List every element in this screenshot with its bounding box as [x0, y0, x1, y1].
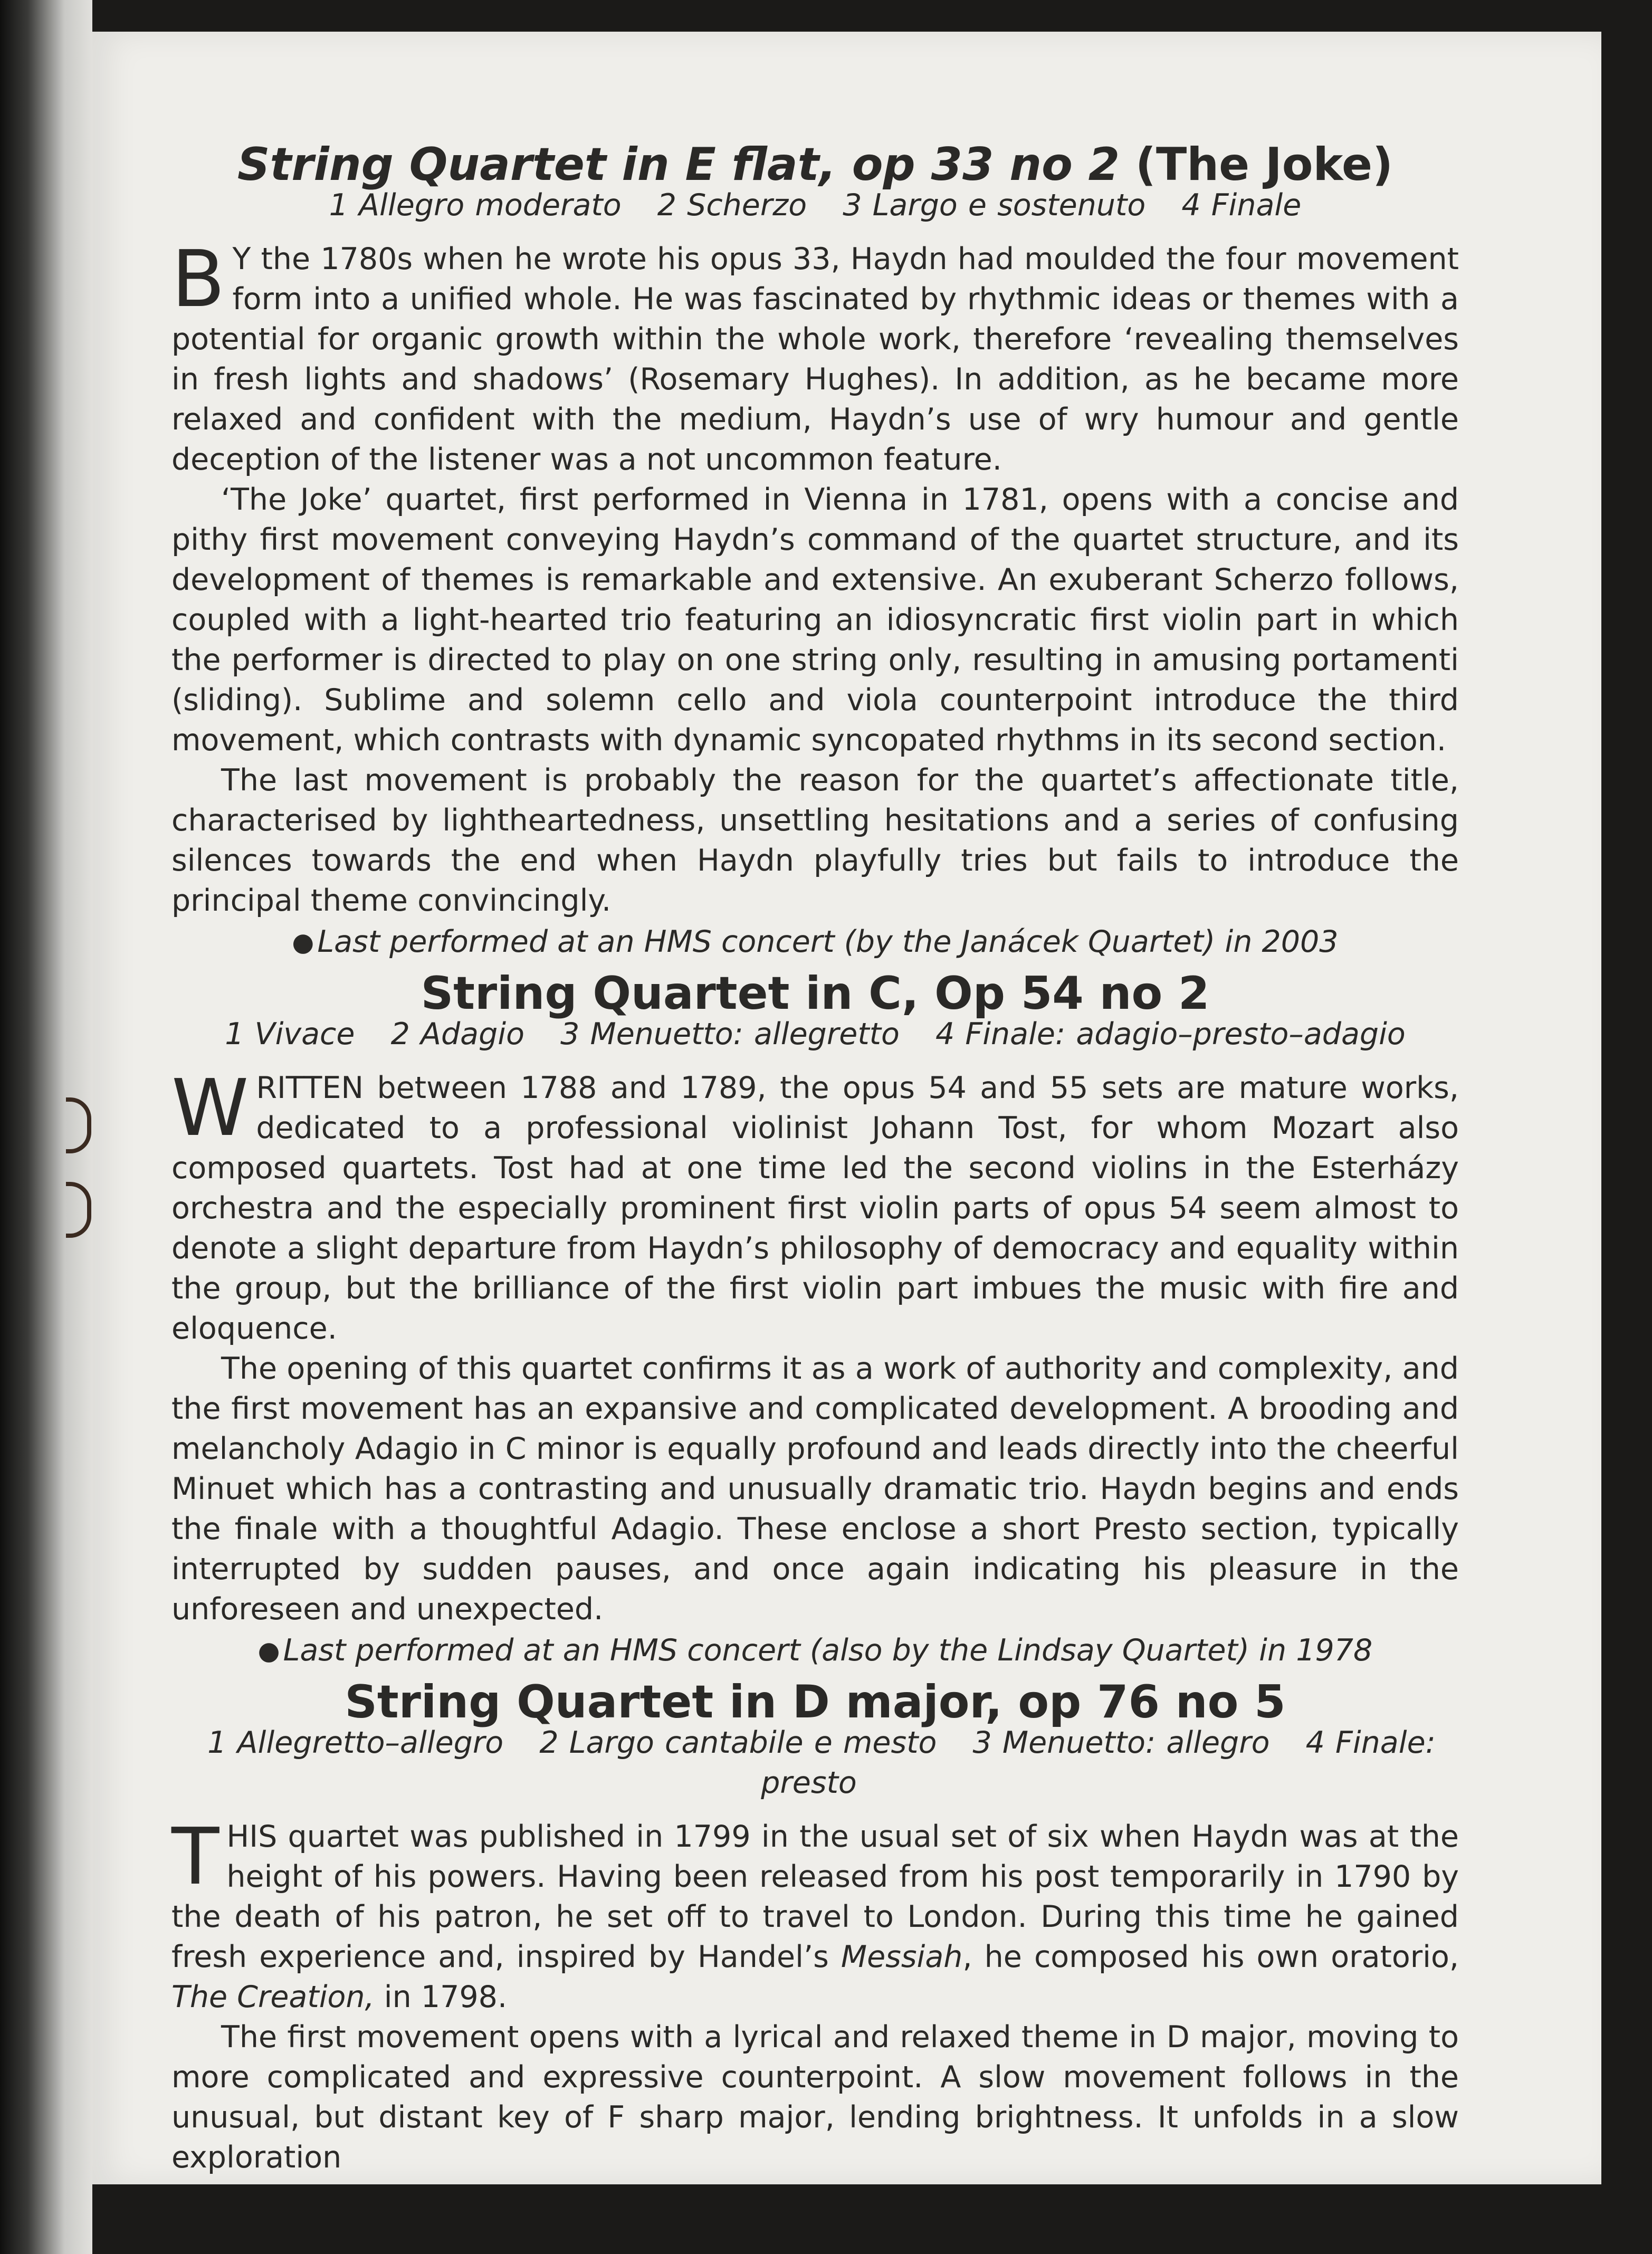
drop-cap: T [171, 1811, 219, 1902]
body-paragraph: The opening of this quartet confirms it as a work of authority and complexity, and the first movement has an expansive and complicated development. A brooding and melancholy Adagio in C minor is equally profound and leads directly into the cheerful Minuet which has a contrasting and unusually dramatic trio. Haydn begins and ends the finale with a thoughtful Adagio. These enclose a short Presto section, typically interrupted by sudden pauses, and once again indicating his pleasure in the unforeseen and unexpected. [171, 1351, 1459, 1627]
movement-list [171, 1014, 1459, 1054]
last-performed-note [171, 1630, 1459, 1671]
title-text: String Quartet in E flat, op 33 no 2 [237, 139, 1120, 191]
movement-item: 4 Finale: adagio–presto–adagio [935, 1017, 1406, 1052]
body-paragraph [171, 234, 1459, 480]
section-op76 [171, 1676, 1459, 2177]
paragraph-text: , he composed his own oratorio, [962, 1940, 1459, 1974]
section-op33 [171, 139, 1459, 962]
movement-list [171, 185, 1459, 225]
movement-item: 1 Allegro moderato [329, 188, 622, 223]
body-paragraph [171, 1811, 1459, 2017]
movement-item: 1 Allegretto–allegro [207, 1725, 504, 1760]
section-title: String Quartet in D major, op 76 no 5 [345, 1676, 1286, 1728]
movement-item: 4 Finale [1181, 188, 1302, 223]
last-performed-text: Last performed at an HMS concert (by the Janácek Quartet) in 2003 [317, 924, 1339, 959]
movement-item: 3 Menuetto: allegretto [560, 1017, 900, 1052]
drop-cap: B [171, 234, 225, 324]
movement-item: 2 Scherzo [657, 188, 807, 223]
body-paragraph: The last movement is probably the reason for the quartet’s affectionate title, characterised by lightheartedness, unsettling hesitations and a series of confusing silences towards the end when Haydn playfully tries but fails to introduce the principal theme convincingly. [171, 763, 1459, 918]
lead-word: HIS [226, 1819, 278, 1854]
lead-word: Y [232, 242, 251, 276]
movement-item: 2 Adagio [390, 1017, 524, 1052]
movement-item: 2 Largo cantabile e mesto [539, 1725, 937, 1760]
paragraph-text: the 1780s when he wrote his opus 33, Haydn had moulded the four movement form into a unified whole. He was fascinated by rhythmic ideas or themes with a potential for organic growth within the whole work, therefore ‘revealing themselves in fresh lights and shadows’ (Rosemary Hughes). In addition, as he became more relaxed and confident with the medium, Haydn’s use of wry humour and gentle deception of the listener was a not uncommon feature. [171, 242, 1459, 477]
body-paragraph [171, 1063, 1459, 1349]
movement-item: 3 Largo e sostenuto [843, 188, 1146, 223]
bullet-icon: ● [257, 1636, 280, 1666]
movement-item: 3 Menuetto: allegro [972, 1725, 1270, 1760]
last-performed-text: Last performed at an HMS concert (also by the Lindsay Quartet) in 1978 [283, 1633, 1373, 1668]
paragraph-text: between 1788 and 1789, the opus 54 and 55 sets are mature works, dedicated to a professional violinist Johann Tost, for whom Mozart also composed quartets. Tost had at one time led the second violins in the Esterházy orchestra and the especially prominent first violin parts of opus 54 seem almost to denote a slight departure from Haydn’s philosophy of democracy and equality within the group, but the brilliance of the first violin part imbues the music with fire and eloquence. [171, 1071, 1459, 1346]
paragraph-text: in 1798. [384, 1980, 508, 2014]
section-op54 [171, 968, 1459, 1671]
page-content [171, 139, 1459, 2177]
section-title: String Quartet in C, Op 54 no 2 [421, 968, 1210, 1020]
body-paragraph: ‘The Joke’ quartet, first performed in Vienna in 1781, opens with a concise and pithy first movement conveying Haydn’s command of the quartet structure, and its development of themes is remarkable and extensive. An exuberant Scherzo follows, coupled with a light-hearted trio featuring an idiosyncratic first violin part in which the performer is directed to play on one string only, resulting in amusing portamenti (sliding). Sublime and solemn cello and viola counterpoint introduce the third movement, which contrasts with dynamic syncopated rhythms in its second section. [171, 482, 1459, 758]
bullet-icon: ● [292, 928, 314, 957]
movement-item: 4 Finale: presto [761, 1725, 1436, 1800]
movement-list [171, 1723, 1459, 1803]
body-paragraph: The first movement opens with a lyrical and relaxed theme in D major, moving to more complicated and expressive counterpoint. A slow movement follows in the unusual, but distant key of F sharp major, lending brightness. It unfolds in a slow exploration [171, 2020, 1459, 2175]
paragraph-text: quartet was published in 1799 in the usual set of six when Haydn was at the height of his powers. Having been released from his post temporarily in 1790 by the death of his patron, he set off to travel to London. During this time he gained fresh experience and, inspired by Handel’s [171, 1819, 1459, 1974]
work-title: Messiah [841, 1940, 963, 1974]
programme-page [92, 32, 1601, 2184]
lead-word: RITTEN [256, 1071, 364, 1105]
drop-cap: W [171, 1063, 249, 1153]
title-nickname: (The Joke) [1135, 139, 1393, 191]
last-performed-note [171, 922, 1459, 962]
section-title [171, 139, 1459, 191]
movement-item: 1 Vivace [225, 1017, 355, 1052]
work-title: The Creation, [171, 1980, 375, 2014]
